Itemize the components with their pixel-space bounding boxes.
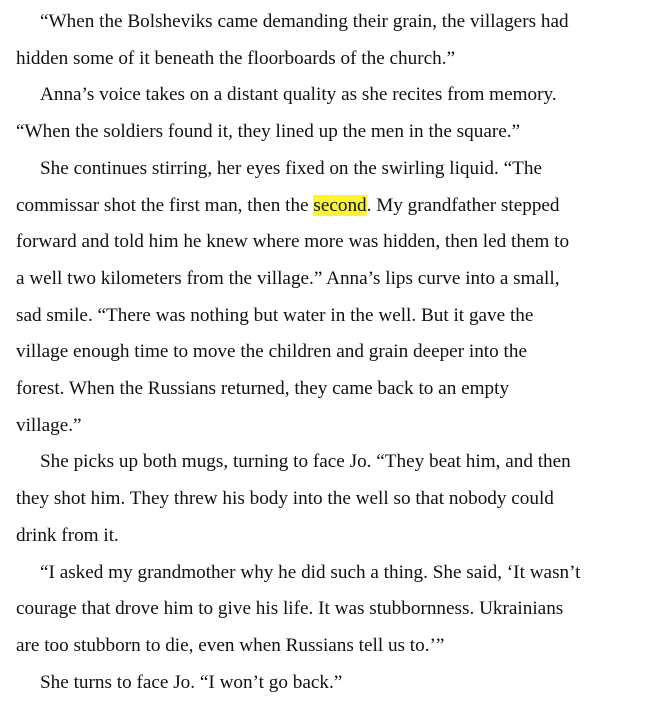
text-line: “When the soldiers found it, they lined up the men in the square.”	[16, 121, 521, 143]
paragraph-2	[16, 77, 646, 150]
paragraph-1	[16, 4, 646, 77]
text-line: . My grandfather stepped	[366, 194, 560, 216]
text-line: “I asked my grandmother why he did such a thing. She said, ‘It wasn’t	[40, 561, 581, 583]
text-line: a well two kilometers from the village.” Anna’s lips curve into a small,	[16, 267, 560, 289]
document-page	[16, 4, 646, 701]
text-line: commissar shot the first man, then the	[16, 194, 314, 216]
text-line: She picks up both mugs, turning to face Jo. “They beat him, and then	[40, 451, 571, 473]
paragraph-3	[16, 151, 646, 445]
highlighted-word[interactable]: second	[313, 194, 367, 216]
text-line: sad smile. “There was nothing but water in the well. But it gave the	[16, 304, 534, 326]
text-line: hidden some of it beneath the floorboards of the church.”	[16, 47, 456, 69]
paragraph-4	[16, 444, 646, 554]
paragraph-5	[16, 555, 646, 665]
paragraph-6	[16, 665, 646, 702]
text-line: drink from it.	[16, 524, 119, 546]
text-line: village enough time to move the children and grain deeper into the	[16, 341, 527, 363]
text-line: “When the Bolsheviks came demanding their grain, the villagers had	[40, 11, 569, 32]
text-line: forward and told him he knew where more was hidden, then led them to	[16, 231, 570, 253]
text-line: they shot him. They threw his body into the well so that nobody could	[16, 488, 554, 510]
text-line: Anna’s voice takes on a distant quality as she recites from memory.	[40, 84, 557, 106]
text-line: forest. When the Russians returned, they came back to an empty	[16, 378, 510, 400]
text-line: She continues stirring, her eyes fixed on the swirling liquid. “The	[40, 157, 542, 179]
text-line: village.”	[16, 414, 82, 436]
text-line: courage that drove him to give his life. It was stubbornness. Ukrainians	[16, 598, 564, 620]
text-line: She turns to face Jo. “I won’t go back.”	[40, 671, 343, 693]
text-line: are too stubborn to die, even when Russians tell us to.’”	[16, 634, 445, 656]
